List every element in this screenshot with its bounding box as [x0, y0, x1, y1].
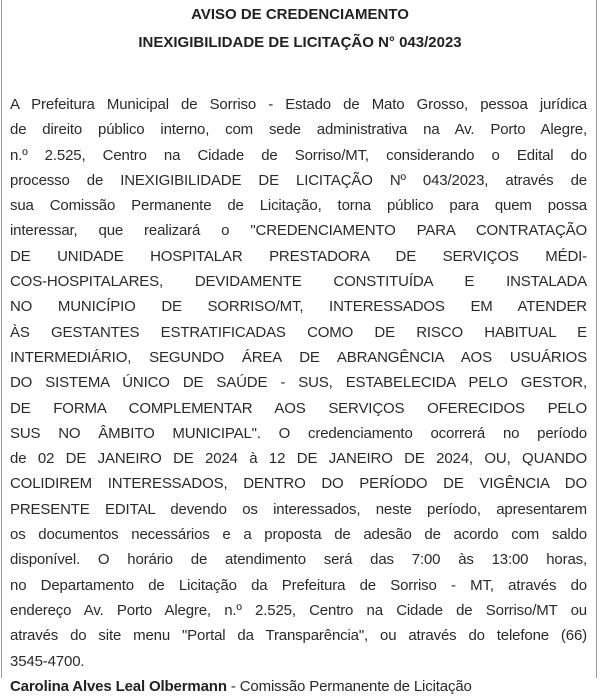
body-line: DE FORMA COMPLEMENTAR AOS SERVIÇOS OFERECIDOS PELO [10, 399, 587, 417]
body-line: no Departamento de Licitação da Prefeitura de Sorriso - MT, através do [10, 576, 587, 594]
notice-title: AVISO DE CREDENCIAMENTO [191, 6, 409, 23]
body-line: PRESENTE EDITAL devendo os interessados, neste período, apresentarem [10, 500, 587, 518]
body-line: endereço Av. Porto Alegre, n.º 2.525, Centro na Cidade de Sorriso/MT ou [10, 601, 587, 619]
body-line: os documentos necessários e a proposta de adesão de acordo com saldo [10, 526, 587, 544]
signatory-name: Carolina Alves Leal Olbermann [10, 677, 227, 695]
body-line: INTERMEDIÁRIO, SEGUNDO ÁREA DE ABRANGÊNCIA AOS USUÁRIOS [10, 348, 587, 366]
body-line: 3545-4700. [10, 652, 85, 670]
body-line: ÀS GESTANTES ESTRATIFICADAS COMO DE RISCO HABITUAL E [10, 323, 587, 341]
body-line: DE UNIDADE HOSPITALAR PRESTADORA DE SERVIÇOS MÉDI- [10, 247, 587, 265]
body-line: COS-HOSPITALARES, DEVIDAMENTE CONSTITUÍDA E INSTALADA [10, 273, 587, 291]
body-line: de direito público interno, com sede administrativa na Av. Porto Alegre, [10, 121, 587, 139]
body-line: interessar, que realizará o "CREDENCIAMENTO PARA CONTRATAÇÃO [10, 222, 587, 240]
body-line: SUS NO ÂMBITO MUNICIPAL". O credenciamento ocorrerá no período [10, 424, 587, 442]
body-line: A Prefeitura Municipal de Sorriso - Estado de Mato Grosso, pessoa jurídica [10, 96, 587, 113]
body-line: através do site menu "Portal da Transparência", ou através do telefone (66) [10, 627, 587, 645]
body-line: processo de INEXIGIBILIDADE DE LICITAÇÃO Nº 043/2023, através de [10, 171, 587, 189]
notice-subtitle: INEXIGIBILIDADE DE LICITAÇÃO N° 043/2023 [138, 34, 462, 51]
body-line: NO MUNICÍPIO DE SORRISO/MT, INTERESSADOS EM ATENDER [10, 298, 587, 316]
body-line: sua Comissão Permanente de Licitação, torna público para quem possa [10, 197, 587, 215]
notice-body [10, 92, 587, 699]
body-line: disponível. O horário de atendimento será das 7:00 às 13:00 horas, [10, 551, 587, 569]
signatory-role: - Comissão Permanente de Licitação [226, 677, 472, 695]
body-line: DO SISTEMA ÚNICO DE SAÚDE - SUS, ESTABELECIDA PELO GESTOR, [10, 374, 587, 392]
body-line: de 02 DE JANEIRO DE 2024 à 12 DE JANEIRO DE 2024, OU, QUANDO [10, 450, 587, 468]
body-line: COLIDIREM INTERESSADOS, DENTRO DO PERÍODO DE VIGÊNCIA DO [10, 475, 587, 493]
body-line: n.º 2.525, Centro na Cidade de Sorriso/MT, considerando o Edital do [10, 146, 587, 164]
